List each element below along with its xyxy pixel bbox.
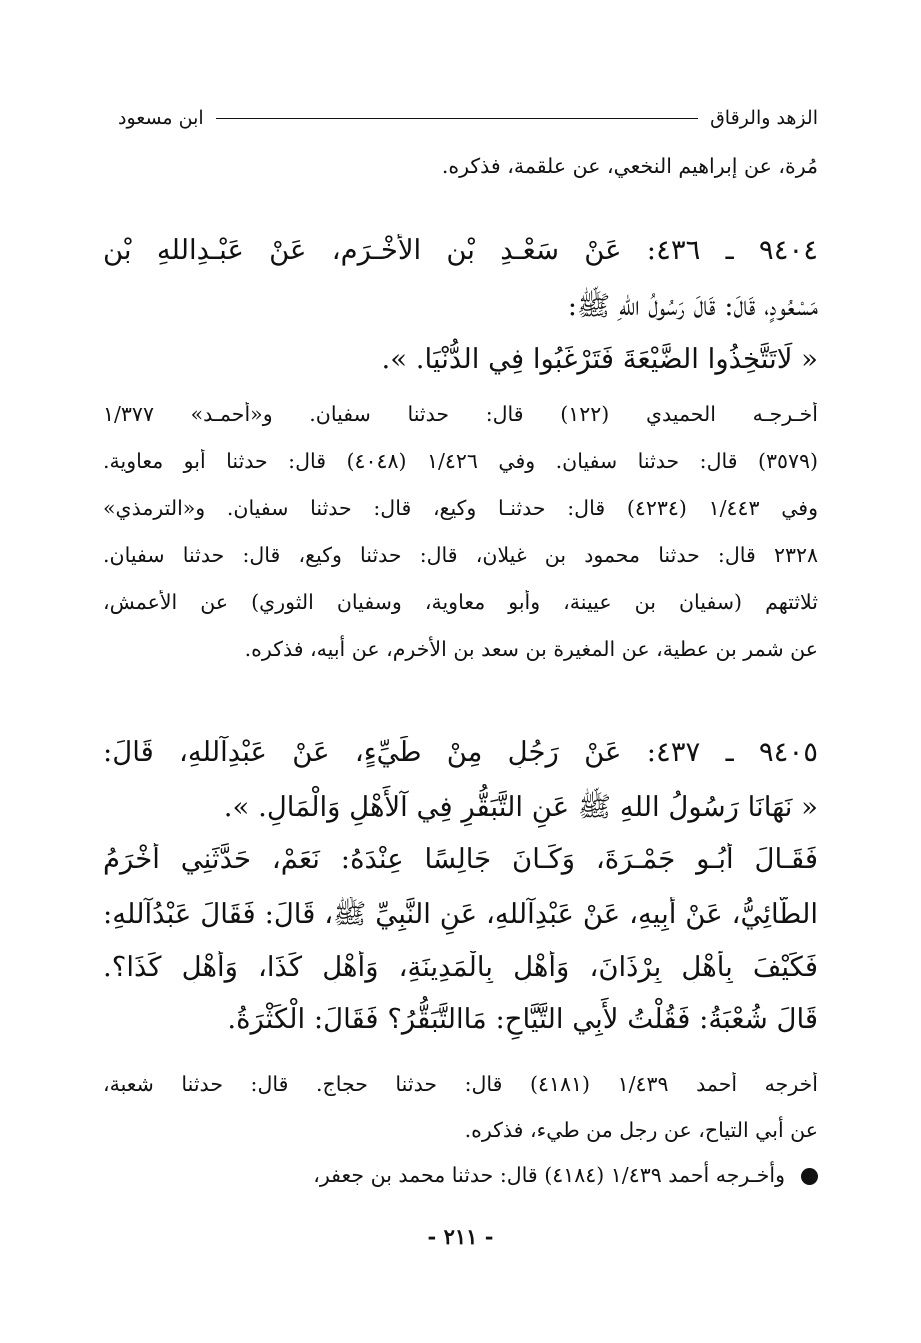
- book-title: الزهد والرقاق: [710, 107, 818, 129]
- takhrij-bullet-line: [313, 1163, 818, 1187]
- hadith-9405-line-5: فَكَيْفَ بِأَهْلِ بِرْذَانَ، وَأَهْلِ بِالْمَدِينَةِ، وَأَهْلِ كَذَا، وَأَهْلِ كَذَا؟.: [103, 951, 818, 983]
- running-header: [118, 102, 818, 134]
- hadith-9405-line-3: فَقَـالَ أَبُـو جَمْـرَةَ، وَكَـانَ جَالِسًا عِنْدَهُ: نَعَمْ، حَدَّثَنِي أَخْرَمُ: [103, 843, 818, 875]
- section-author: ابن مسعود: [118, 107, 204, 129]
- header-rule: [216, 118, 698, 119]
- intro-line: مُرة، عن إبراهيم النخعي، عن علقمة، فذكره.: [441, 154, 818, 178]
- hadith-9404-line-1: ٩٤٠٤ ـ ٤٣٦: عَنْ سَعْـدِ بْنِ الأَخْـرَمِ، عَنْ عَبْـدِاللهِ بْنِ: [103, 234, 818, 266]
- takhrij-9404-line-2: (٣٥٧٩) قال: حدثنا سفيان. وفي ١/٤٢٦ (٤٠٤٨) قال: حدثنا أبو معاوية.: [103, 449, 818, 473]
- takhrij-9404-line-5: ثلاثتهم (سفيان بن عيينة، وأبو معاوية، وسفيان الثوري) عن الأعمش،: [103, 590, 818, 614]
- takhrij-9405-line-1: أخرجه أحمد ١/٤٣٩ (٤١٨١) قال: حدثنا حجاج. قال: حدثنا شعبة،: [103, 1072, 818, 1096]
- hadith-9404-line-2: مَسْعُودٍ، قَالَ: قَالَ رَسُولُ اللهِ ﷺ:: [567, 290, 818, 322]
- hadith-9405-line-6: قَالَ شُعْبَةُ: فَقُلْتُ لأَبِي التَّيَّاحِ: مَاالتَّبَقُّرُ؟ فَقَالَ: الْكَثْرَةُ.: [227, 1003, 818, 1035]
- bullet-icon: [801, 1168, 818, 1185]
- hadith-9404-line-3: « لَاتَتَّخِذُوا الضَّيْعَةَ فَتَرْغَبُوا فِي الدُّنْيَا. ».: [381, 343, 818, 375]
- takhrij-9404-line-4: ٢٣٢٨ قال: حدثنا محمود بن غيلان، قال: حدثنا وكيع، قال: حدثنا سفيان.: [103, 543, 818, 567]
- page-number: - ٢١١ -: [427, 1224, 494, 1249]
- takhrij-9404-line-3: وفي ١/٤٤٣ (٤٢٣٤) قال: حدثنـا وكيع، قال: حدثنا سفيان. و«الترمذي»: [103, 496, 818, 520]
- hadith-9405-line-4: الطَّائِيُّ، عَنْ أَبِيهِ، عَنْ عَبْدِآللهِ، عَنِ النَّبِيِّ ﷺ، قَالَ: فَقَالَ عَبْدُآللهِ:: [103, 898, 818, 930]
- takhrij-9405-line-2: عن أبي التياح، عن رجل من طيء، فذكره.: [464, 1118, 818, 1142]
- takhrij-9404-line-1: أخـرجـه الحميدي (١٢٢) قال: حدثنا سفيان. و«أحمـد» ١/٣٧٧: [103, 402, 818, 426]
- hadith-9405-line-1: ٩٤٠٥ ـ ٤٣٧: عَنْ رَجُلٍ مِنْ طَيِّءٍ، عَنْ عَبْدِآللهِ، قَالَ:: [103, 736, 818, 768]
- takhrij-bullet-text: وأخـرجه أحمد ١/٤٣٩ (٤١٨٤) قال: حدثنا محمد بن جعفر،: [313, 1163, 785, 1187]
- takhrij-9404-line-6: عن شمر بن عطية، عن المغيرة بن سعد بن الأخرم، عن أبيه، فذكره.: [244, 637, 818, 661]
- hadith-9405-line-2: « نَهَانَا رَسُولُ اللهِ ﷺ عَنِ التَّبَقُّرِ فِي آلأَهْلِ وَالْمَالِ. ».: [223, 791, 818, 823]
